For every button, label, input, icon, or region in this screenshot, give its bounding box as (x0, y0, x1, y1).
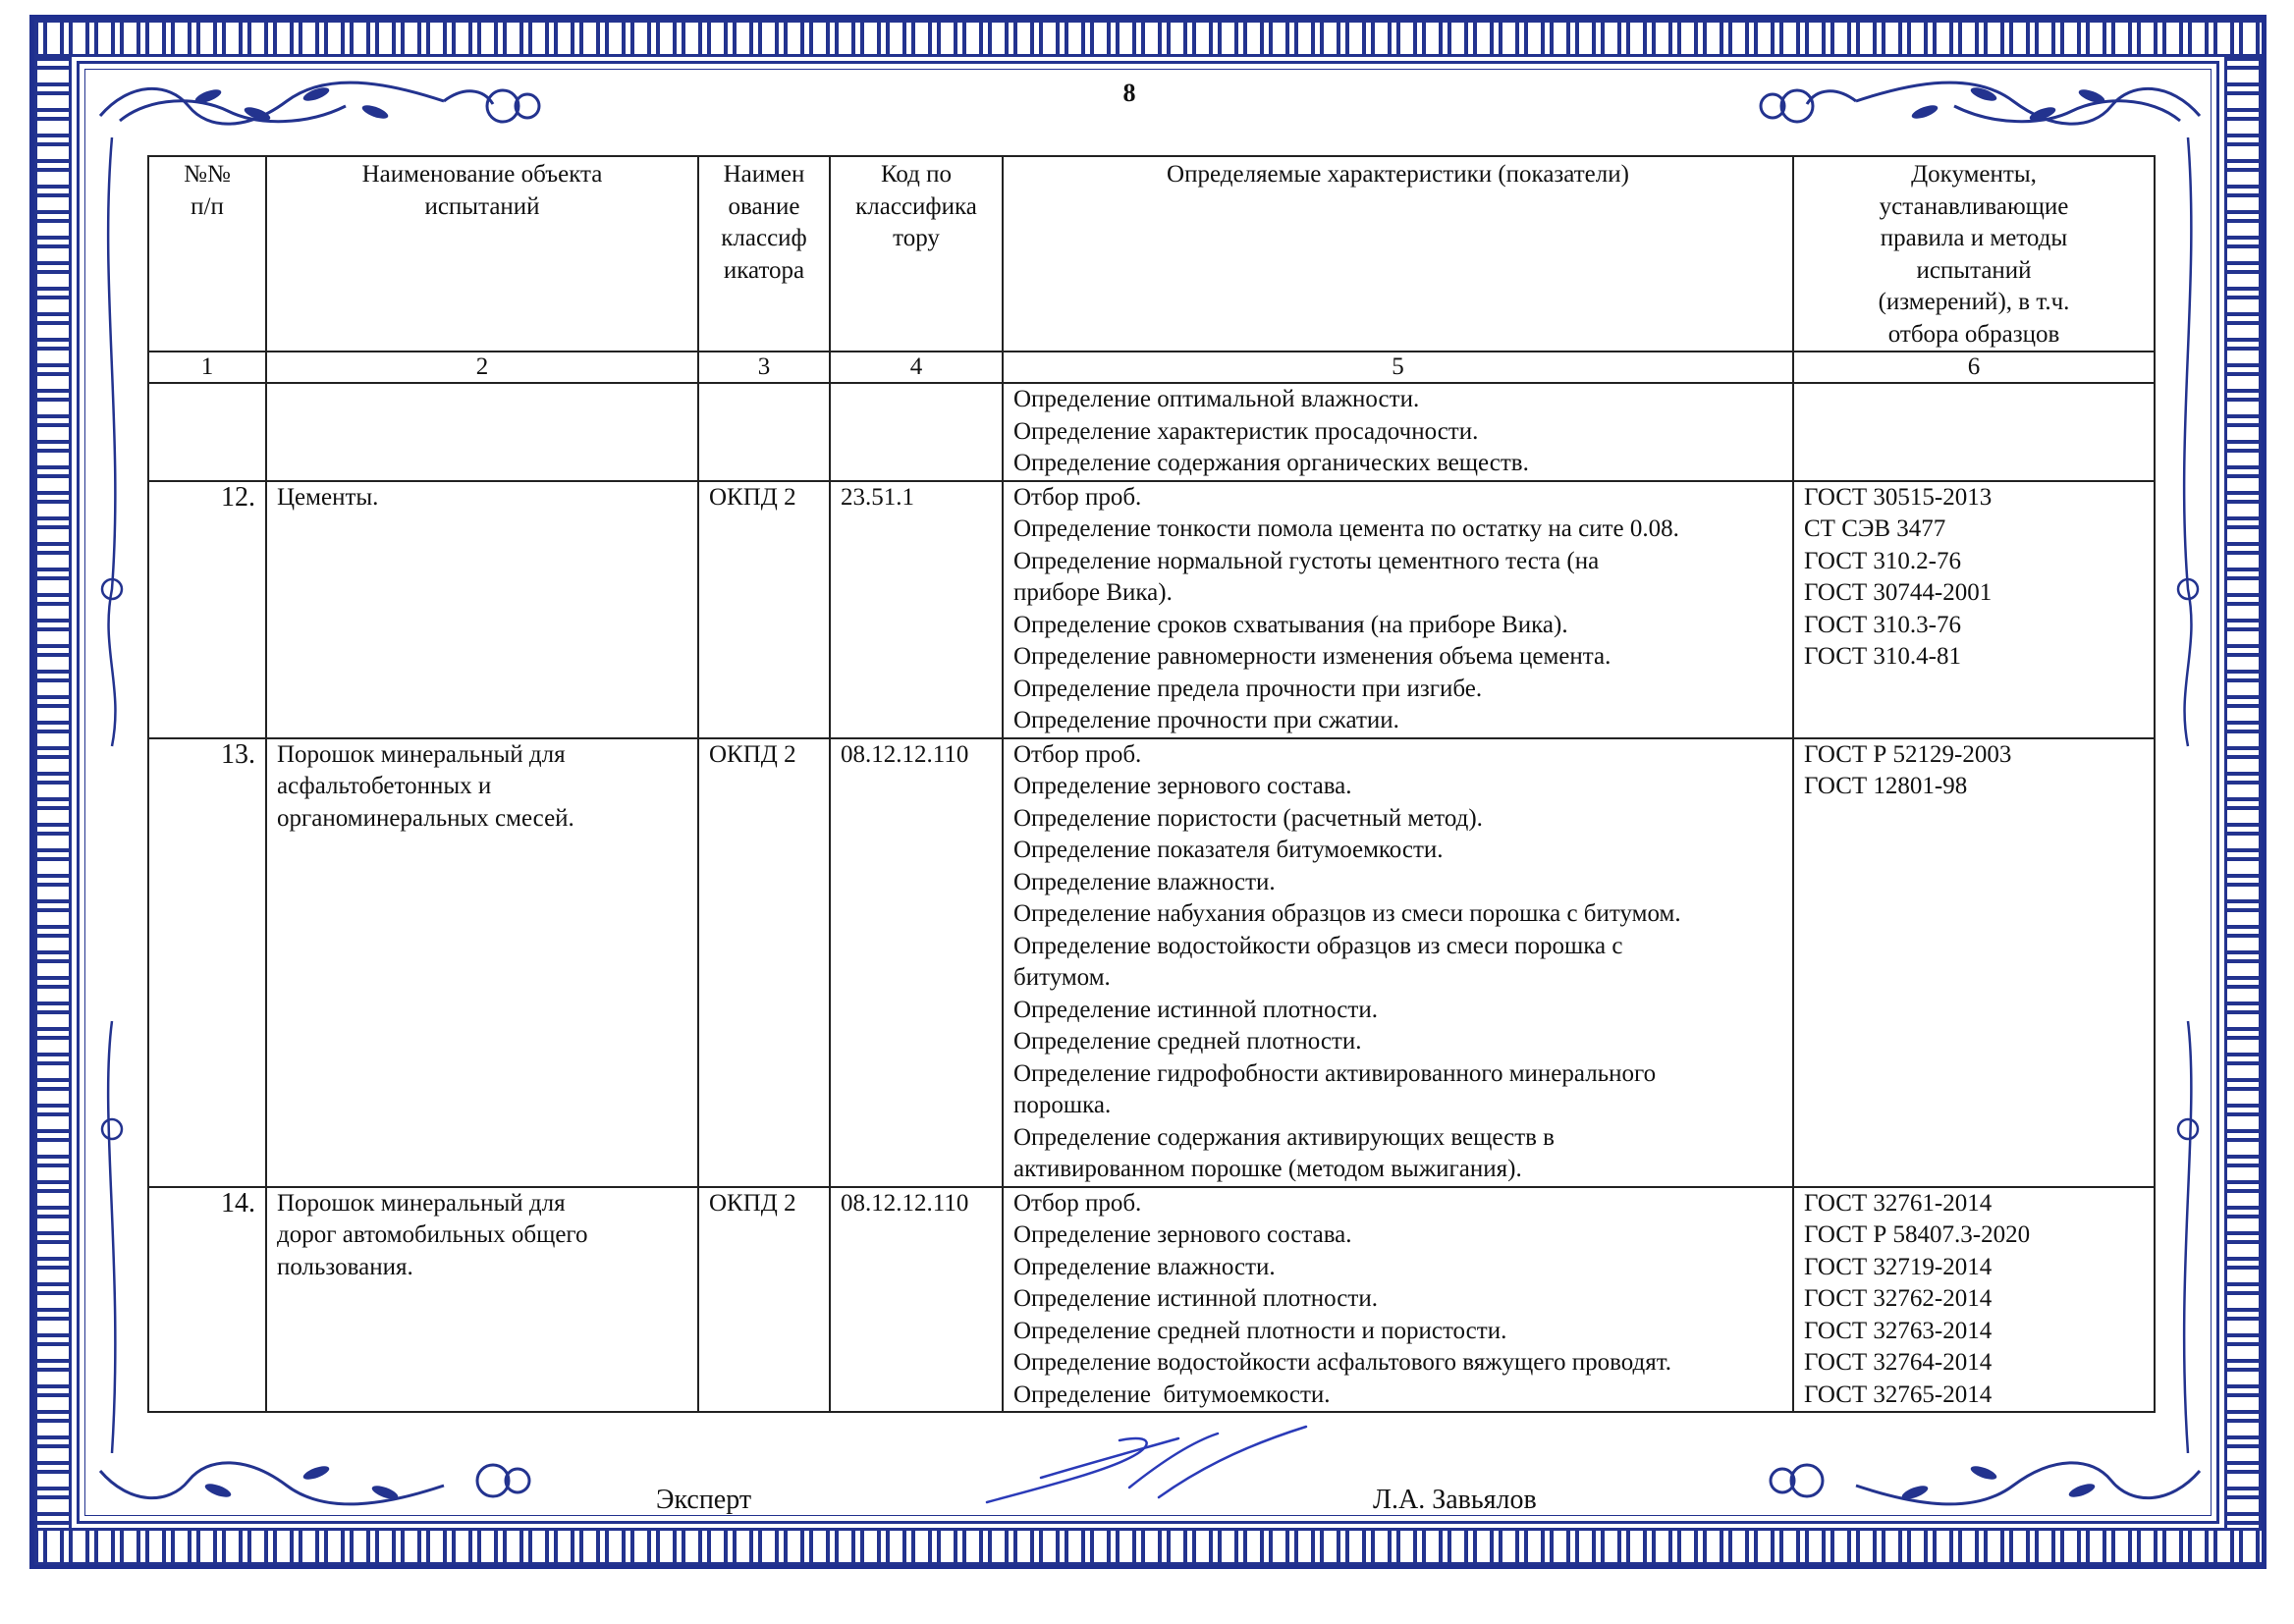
floral-side-ornament-left (94, 137, 130, 1453)
column-number: 5 (1003, 352, 1793, 383)
row-classifier (698, 383, 830, 481)
row-code: 08.12.12.110 (830, 1187, 1003, 1413)
row-number: 13. (148, 738, 266, 1187)
column-number: 1 (148, 352, 266, 383)
row-number: 12. (148, 481, 266, 738)
header-object: Наименование объекта испытаний (266, 156, 698, 352)
row-classifier: ОКПД 2 (698, 738, 830, 1187)
row-characteristics: Отбор проб. Определение зернового состава. Определение влажности. Определение истинной плотности. Определение средней плотности и пористости. Определение водостойкости асфальтового вяжущего проводят. Определение битумоемкости. (1003, 1187, 1793, 1413)
row-classifier: ОКПД 2 (698, 1187, 830, 1413)
table-row (148, 738, 2155, 1187)
header-documents: Документы, устанавливающие правила и методы испытаний (измерений), в т.ч. отбора образцов (1793, 156, 2155, 352)
floral-corner-ornament-top-right (1758, 77, 2210, 135)
row-documents: ГОСТ 32761-2014 ГОСТ Р 58407.3-2020 ГОСТ 32719-2014 ГОСТ 32762-2014 ГОСТ 32763-2014 ГОСТ 32764-2014 ГОСТ 32765-2014 (1793, 1187, 2155, 1413)
table-row (148, 383, 2155, 481)
meander-border-bottom (34, 1528, 2262, 1565)
row-characteristics: Отбор проб. Определение тонкости помола цемента по остатку на сите 0.08. Определение нормальной густоты цементного теста (на приборе Вика). Определение сроков схватывания (на приборе Вика). Определение равномерности изменения объема цемента. Определение предела прочности при изгибе. Определение прочности при сжатии. (1003, 481, 1793, 738)
row-object: Цементы. (266, 481, 698, 738)
header-code: Код по классифика тору (830, 156, 1003, 352)
meander-border-right (2224, 57, 2262, 1528)
table-row (148, 1187, 2155, 1413)
column-number-row (148, 352, 2155, 383)
row-characteristics: Определение оптимальной влажности. Определение характеристик просадочности. Определение содержания органических веществ. (1003, 383, 1793, 481)
column-number: 2 (266, 352, 698, 383)
page-number: 8 (1122, 79, 1136, 107)
row-classifier: ОКПД 2 (698, 481, 830, 738)
row-code (830, 383, 1003, 481)
table-header-row (148, 156, 2155, 352)
row-code: 08.12.12.110 (830, 738, 1003, 1187)
header-num: №№ п/п (148, 156, 266, 352)
row-documents: ГОСТ Р 52129-2003 ГОСТ 12801-98 (1793, 738, 2155, 1187)
row-object: Порошок минеральный для дорог автомобильных общего пользования. (266, 1187, 698, 1413)
expert-role-label: Эксперт (656, 1485, 752, 1515)
meander-border-top (34, 20, 2262, 57)
table-row (148, 481, 2155, 738)
row-code: 23.51.1 (830, 481, 1003, 738)
column-number: 3 (698, 352, 830, 383)
row-documents: ГОСТ 30515-2013 СТ СЭВ 3477 ГОСТ 310.2-76 ГОСТ 30744-2001 ГОСТ 310.3-76 ГОСТ 310.4-81 (1793, 481, 2155, 738)
row-object (266, 383, 698, 481)
meander-border-left (34, 57, 72, 1528)
accreditation-scope-table (147, 155, 2156, 1413)
header-characteristics: Определяемые характеристики (показатели) (1003, 156, 1793, 352)
row-number: 14. (148, 1187, 266, 1413)
column-number: 6 (1793, 352, 2155, 383)
row-number (148, 383, 266, 481)
row-characteristics: Отбор проб. Определение зернового состава. Определение пористости (расчетный метод). Определение показателя битумоемкости. Определение влажности. Определение набухания образцов из смеси порошка с битумом. Определение водостойкости образцов из смеси порошка с битумом. Определение истинной плотности. Определение средней плотности. Определение гидрофобности активированного минерального порошка. Определение содержания активирующих веществ в активированном порошке (методом выжигания). (1003, 738, 1793, 1187)
row-object: Порошок минеральный для асфальтобетонных и органоминеральных смесей. (266, 738, 698, 1187)
expert-name: Л.А. Завьялов (1373, 1485, 1537, 1515)
floral-side-ornament-right (2170, 137, 2206, 1453)
row-documents (1793, 383, 2155, 481)
column-number: 4 (830, 352, 1003, 383)
floral-corner-ornament-bottom-right (1758, 1451, 2210, 1510)
floral-corner-ornament-bottom-left (90, 1451, 542, 1510)
floral-corner-ornament-top-left (90, 77, 552, 135)
header-classifier: Наимен ование классиф икатора (698, 156, 830, 352)
signature (982, 1419, 1316, 1507)
